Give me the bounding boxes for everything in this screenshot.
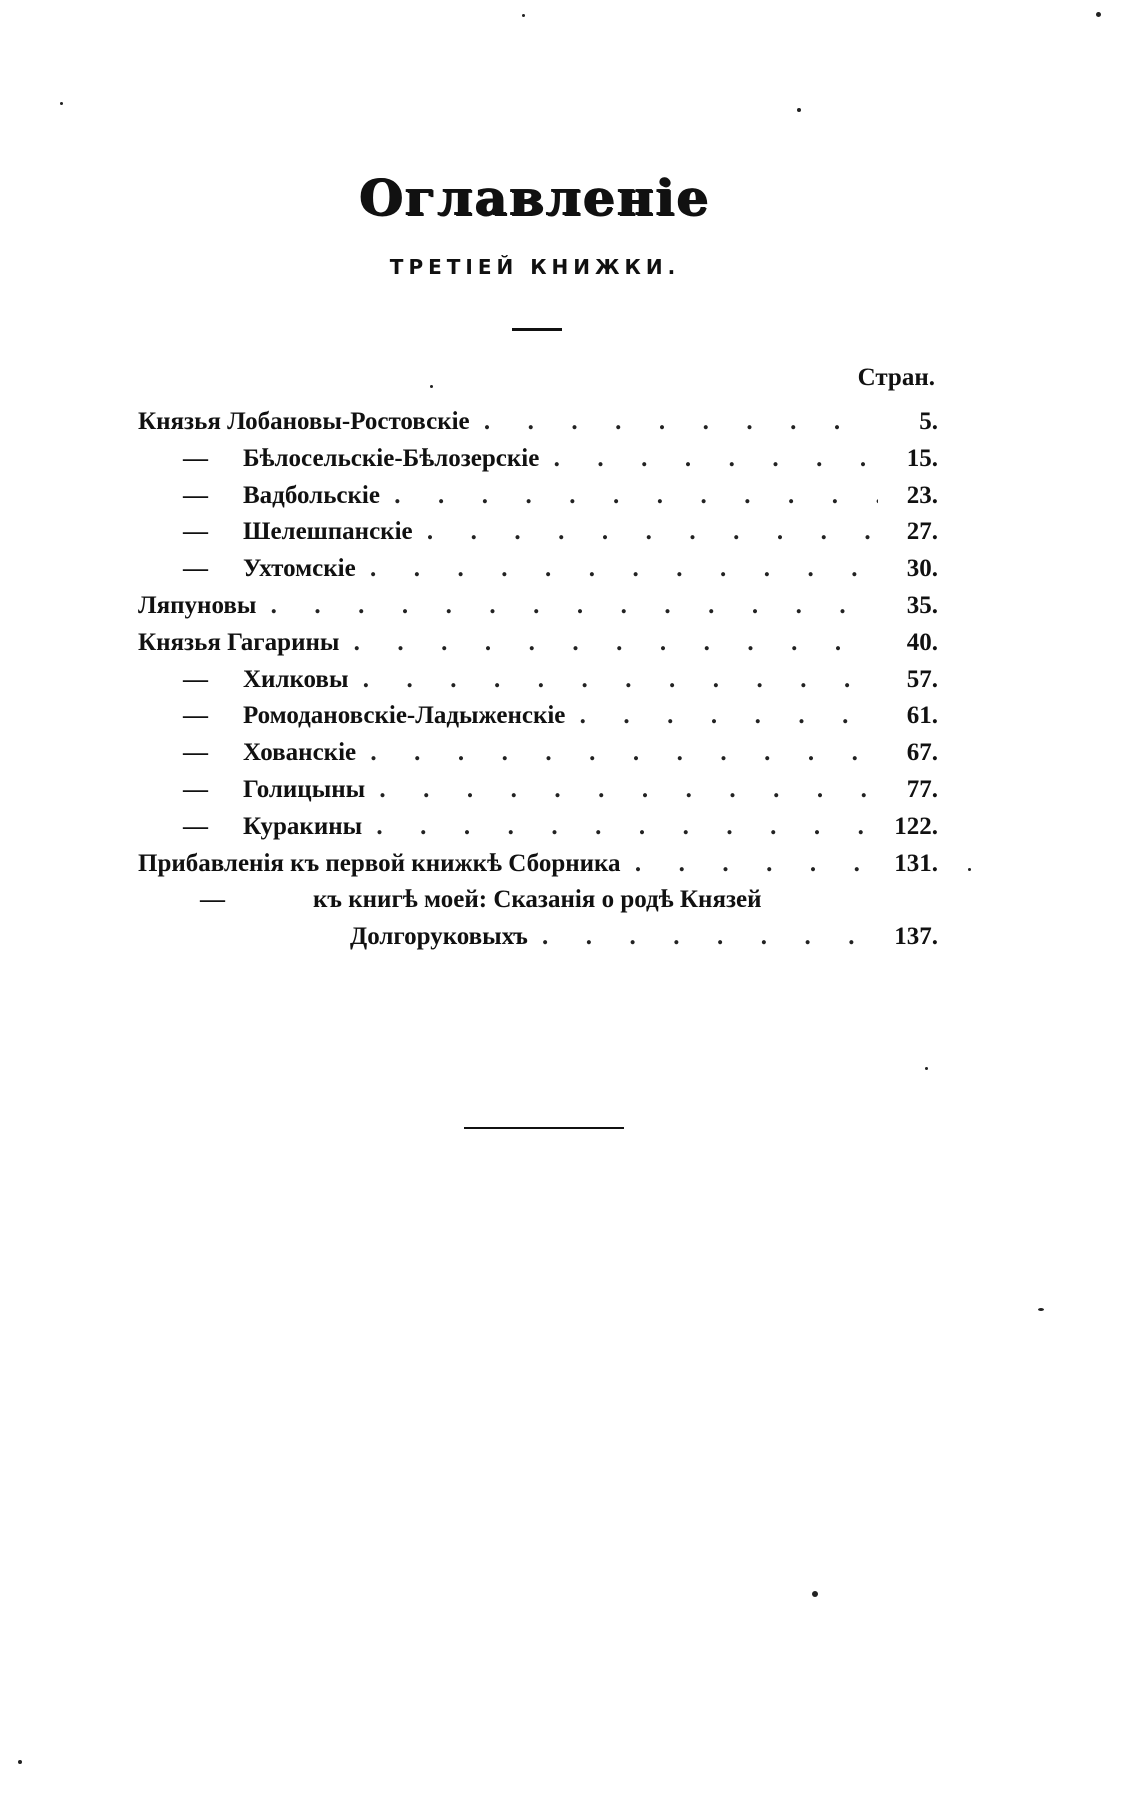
toc-entry-page: 40. bbox=[906, 628, 938, 656]
toc-entry-continued-line1 bbox=[138, 882, 938, 919]
ditto-dash: — bbox=[183, 444, 208, 472]
dot-leader bbox=[380, 478, 878, 515]
toc-entry-page: 77. bbox=[906, 775, 938, 803]
toc-entry-page: 27. bbox=[906, 518, 938, 546]
toc-entry bbox=[138, 514, 938, 551]
dot-leader bbox=[339, 625, 878, 662]
title-divider bbox=[512, 328, 562, 331]
toc-entry-label: Бѣлосельскіе-Бѣлозерскіе bbox=[243, 444, 540, 472]
toc-entry bbox=[138, 735, 938, 772]
dot-leader bbox=[621, 846, 878, 883]
table-of-contents bbox=[138, 404, 938, 956]
scan-speck bbox=[1096, 12, 1101, 17]
dot-leader bbox=[539, 441, 878, 478]
ditto-dash: — bbox=[183, 518, 208, 546]
dot-leader bbox=[528, 919, 878, 956]
dot-leader bbox=[413, 514, 878, 551]
toc-entry bbox=[138, 478, 938, 515]
toc-entry bbox=[138, 588, 938, 625]
toc-entry-page: 122. bbox=[894, 812, 938, 840]
toc-entry-label: Хилковы bbox=[243, 665, 349, 693]
toc-entry bbox=[138, 698, 938, 735]
scan-speck bbox=[18, 1760, 22, 1764]
toc-entry bbox=[138, 662, 938, 699]
toc-entry bbox=[138, 404, 938, 441]
scan-speck bbox=[812, 1591, 818, 1597]
toc-entry-page: 35. bbox=[906, 591, 938, 619]
toc-entry-label: Ляпуновы bbox=[138, 591, 257, 619]
dot-leader bbox=[565, 698, 878, 735]
ditto-dash: — bbox=[183, 812, 208, 840]
page-subtitle: ТРЕТІЕЙ КНИЖКИ. bbox=[389, 255, 681, 279]
toc-entry-label: Вадбольскіе bbox=[243, 481, 380, 509]
toc-entry-label: Голицыны bbox=[243, 775, 366, 803]
scan-speck bbox=[968, 868, 971, 871]
toc-entry-label: Прибавленія къ первой книжкѣ Сборника bbox=[138, 849, 621, 877]
scan-speck bbox=[430, 385, 433, 388]
ditto-dash: — bbox=[183, 481, 208, 509]
toc-entry-label: Хованскіе bbox=[243, 739, 357, 767]
dot-leader bbox=[362, 809, 878, 846]
scan-speck bbox=[925, 1067, 928, 1070]
toc-entry-continued-line2 bbox=[138, 919, 938, 956]
toc-entry bbox=[138, 809, 938, 846]
toc-entry-label: къ книгѣ моей: Сказанія о родѣ Князей bbox=[313, 886, 762, 914]
scan-speck bbox=[60, 102, 63, 105]
ditto-dash: — bbox=[183, 555, 208, 583]
dot-leader bbox=[256, 588, 878, 625]
toc-entry-page: 131. bbox=[894, 849, 938, 877]
ditto-dash: — bbox=[183, 739, 208, 767]
dot-leader bbox=[356, 735, 878, 772]
toc-entry bbox=[138, 625, 938, 662]
toc-entry-page: 57. bbox=[906, 665, 938, 693]
toc-entry bbox=[138, 846, 938, 883]
scan-speck bbox=[1038, 1308, 1044, 1311]
toc-entry-label: Князья Лобановы-Ростовскіе bbox=[138, 408, 470, 435]
ditto-dash: — bbox=[200, 886, 225, 914]
ditto-dash: — bbox=[183, 775, 208, 803]
toc-entry-page: 137. bbox=[894, 923, 938, 951]
toc-entry-page: 23. bbox=[906, 481, 938, 509]
ditto-dash: — bbox=[183, 702, 208, 730]
toc-entry-label: Князья Гагарины bbox=[138, 628, 340, 656]
toc-entry-page: 5. bbox=[919, 408, 938, 435]
dot-leader bbox=[470, 404, 878, 441]
toc-entry-label: Ухтомскіе bbox=[243, 555, 356, 583]
toc-entry-label: Куракины bbox=[243, 812, 363, 840]
toc-entry-page: 30. bbox=[906, 555, 938, 583]
toc-entry bbox=[138, 772, 938, 809]
dot-leader bbox=[356, 551, 878, 588]
toc-entry-label: Долгоруковыхъ bbox=[350, 923, 528, 951]
closing-rule bbox=[464, 1127, 624, 1129]
toc-entry bbox=[138, 441, 938, 478]
toc-entry-label: Ромодановскіе-Ладыженскіе bbox=[243, 702, 566, 730]
dot-leader bbox=[348, 662, 878, 699]
toc-entry-label: Шелешпанскіе bbox=[243, 518, 413, 546]
scan-speck bbox=[797, 108, 801, 112]
toc-entry-page: 15. bbox=[906, 444, 938, 472]
ditto-dash: — bbox=[183, 665, 208, 693]
page-column-label: Стран. bbox=[857, 364, 935, 391]
toc-entry bbox=[138, 551, 938, 588]
toc-entry-page: 67. bbox=[906, 739, 938, 767]
scan-speck bbox=[522, 14, 525, 17]
page-title: Оглавленіе bbox=[359, 168, 711, 227]
toc-entry-page: 61. bbox=[906, 702, 938, 730]
dot-leader bbox=[365, 772, 878, 809]
